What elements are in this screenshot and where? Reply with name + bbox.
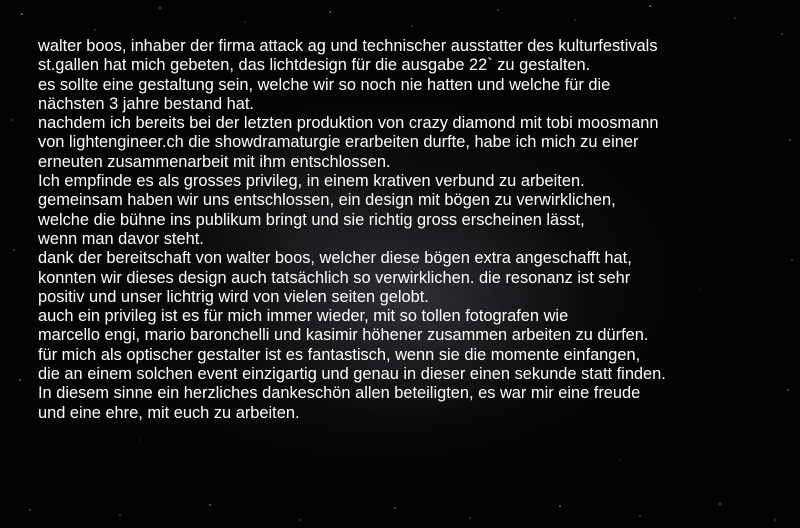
statement-text	[38, 37, 788, 423]
text-line: erneuten zusammenarbeit mit ihm entschlossen.	[38, 152, 391, 171]
text-line: Ich empfinde es als grosses privileg, in einem krativen verbund zu arbeiten.	[38, 172, 585, 191]
text-line: es sollte eine gestaltung sein, welche wir so noch nie hatten und welche für die	[38, 75, 611, 94]
text-line: gemeinsam haben wir uns entschlossen, ein design mit bögen zu verwirklichen,	[38, 191, 616, 210]
text-line: nächsten 3 jahre bestand hat.	[38, 94, 254, 113]
text-line: wenn man davor steht.	[38, 229, 204, 248]
text-line: von lightengineer.ch die showdramaturgie erarbeiten durfte, habe ich mich zu einer	[38, 133, 639, 152]
text-line: die an einem solchen event einzigartig und genau in dieser einen sekunde statt finden.	[38, 365, 666, 384]
text-line: st.gallen hat mich gebeten, das lichtdesign für die ausgabe 22` zu gestalten.	[38, 56, 591, 75]
text-line: auch ein privileg ist es für mich immer wieder, mit so tollen fotografen wie	[38, 307, 569, 326]
text-line: für mich als optischer gestalter ist es fantastisch, wenn sie die momente einfangen,	[38, 345, 641, 364]
text-line: In diesem sinne ein herzliches dankeschön allen beteiligten, es war mir eine freude	[38, 384, 641, 403]
text-line: welche die bühne ins publikum bringt und sie richtig gross erscheinen lässt,	[38, 210, 585, 229]
text-line: walter boos, inhaber der firma attack ag und technischer ausstatter des kulturfestivals	[38, 37, 658, 55]
text-line: und eine ehre, mit euch zu arbeiten.	[38, 403, 300, 422]
text-line: positiv und unser lichtrig wird von vielen seiten gelobt.	[38, 287, 429, 306]
text-line: konnten wir dieses design auch tatsächlich so verwirklichen. die resonanz ist sehr	[38, 268, 631, 287]
text-line: dank der bereitschaft von walter boos, welcher diese bögen extra angeschafft hat,	[38, 249, 632, 268]
text-line: nachdem ich bereits bei der letzten produktion von crazy diamond mit tobi moosmann	[38, 114, 659, 133]
text-line: marcello engi, mario baronchelli und kasimir höhener zusammen arbeiten zu dürfen.	[38, 326, 649, 345]
